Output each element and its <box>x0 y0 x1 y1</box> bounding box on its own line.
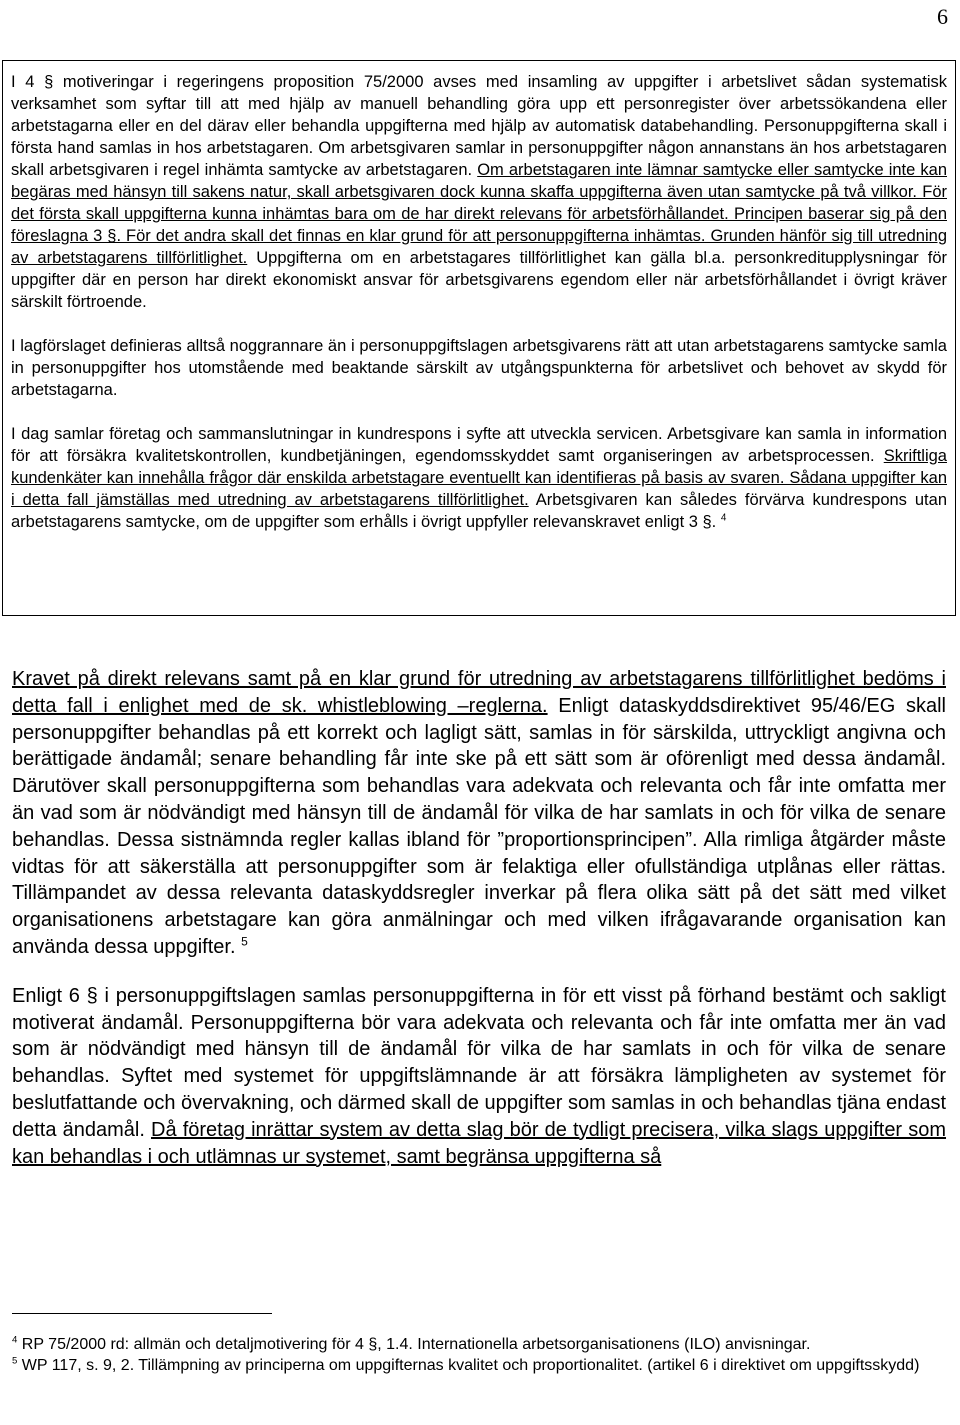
footnote-4-text: RP 75/2000 rd: allmän och detaljmotivering för 4 §, 1.4. Internationella arbetsorganisationens (ILO) anvisningar. <box>17 1336 811 1353</box>
box-paragraph-3 <box>11 423 947 533</box>
box-paragraph-2: I lagförslaget definieras alltså noggrannare än i personuppgiftslagen arbetsgivarens rätt att utan arbetstagarens samtycke samla in personuppgifter hos utomstående med beaktande särskilt av utgångspunkterna för arbetslivet och behovet av skydd för arbetstagarna. <box>11 337 947 399</box>
main-p2-underlined: Då företag inrättar system av detta slag bör de tydligt precisera, vilka slags uppgifter som kan behandlas i och utlämnas ur systemet, samt begränsa uppgifterna så <box>12 1118 947 1168</box>
footnotes <box>12 1334 946 1376</box>
footnote-5-number: 5 <box>12 1355 18 1367</box>
box-p3-text-a: I dag samlar företag och sammanslutningar in kundrespons i syfte att utveckla servicen. Arbetsgivare kan samla in information för att försäkra kvalitetskontrollen, kundbetjäningen, egendomsskyddet samt organiseringen av arbetsprocessen. <box>11 425 947 465</box>
box-p1-text-b: Uppgifterna om en arbetstagares tillförlitlighet kan gälla bl.a. personkreditupplysningar för uppgifter där en person har direkt ekonomiskt ansvar för arbetsgivarens egendom eller när arbetsförhållandet i övrigt kräver särskilt förtroende. <box>11 249 947 311</box>
page-number: 6 <box>937 4 948 29</box>
box-p3-underlined: Skriftliga kundenkäter kan innehålla frågor där enskilda arbetstagare eventuellt kan identifieras på basis av svaren. Sådana uppgifter kan i detta fall jämställas med utredning av arbetstagarens tillförlitlighet. <box>11 447 947 509</box>
bordered-text-box <box>2 60 956 616</box>
box-paragraph-1 <box>11 71 947 313</box>
footnote-separator <box>12 1313 272 1314</box>
main-p1-underlined: Kravet på direkt relevans samt på en klar grund för utredning av arbetstagarens tillförlitlighet bedöms i detta fall i enlighet med de sk. whistleblowing –reglerna. <box>12 668 946 717</box>
footnote-ref-4: 4 <box>720 512 727 524</box>
footnote-5-text: WP 117, s. 9, 2. Tillämpning av principerna om uppgifternas kvalitet och proportionalitet. (artikel 6 i direktivet om uppgiftsskydd) <box>17 1357 920 1374</box>
footnote-4-number: 4 <box>12 1334 18 1346</box>
main-paragraph-2 <box>12 983 946 1171</box>
box-p3-text-b: Arbetsgivaren kan således förvärva kundrespons utan arbetstagarens samtycke, om de uppgifter som erhålls i övrigt uppfyller relevanskravet enligt 3 §. <box>11 491 947 531</box>
main-p1-text: Enligt dataskyddsdirektivet 95/46/EG skall personuppgifter behandlas på ett korrekt och lagligt sätt, samlas in för särskilda, uttryckligt angivna och berättigade ändamål; senare behandling får inte ske på ett sätt som är oförenligt med dessa ändamål. Därutöver skall personuppgifterna som behandlas vara adekvata och relevanta och får inte omfatta mer än vad som är nödvändigt med hänsyn till de ändamål för vilka de har samlats in och för vilka de senare behandlas. Dessa sistnämnda regler kallas ibland för ”proportionsprincipen”. Alla rimliga åtgärder måste vidtas för att säkerställa att personuppgifter som är felaktiga eller ofullständiga utplånas eller rättas. Tillämpandet av dessa relevanta dataskyddsregler inverkar på flera olika sätt på det sätt med vilket organisationens arbetstagare kan göra anmälningar och med vilken ifrågavarande organisation kan använda dessa uppgifter. <box>12 694 946 958</box>
box-p1-underlined: Om arbetstagaren inte lämnar samtycke eller samtycke inte kan begäras med hänsyn till sakens natur, skall arbetsgivaren dock kunna skaffa uppgifterna även utan samtycke på två villkor. För det första skall uppgifterna kunna inhämtas bara om de har direkt relevans för arbetsförhållandet. Principen baserar sig på den föreslagna 3 §. För det andra skall det finnas en klar grund för att personuppgifterna inhämtas. Grunden hänför sig till utredning av arbetstagarens tillförlitlighet. <box>11 161 947 267</box>
main-p2-text: Enligt 6 § i personuppgiftslagen samlas personuppgifterna in för ett visst på förhand bestämt och sakligt motiverat ändamål. Personuppgifterna bör vara adekvata och relevanta och får inte omfatta mer än vad som är nödvändigt med hänsyn till de ändamål för vilka de har samlats in och för vilka de senare behandlas. Syftet med systemet för uppgiftslämnande är att försäkra lämpligheten av systemet för beslutfattande och övervakning, och därmed skall de uppgifter som samlas in och behandlas tjäna endast detta ändamål. <box>12 984 946 1141</box>
footnote-ref-5: 5 <box>241 934 248 949</box>
footnote-4 <box>12 1334 946 1355</box>
main-body <box>12 666 946 1170</box>
footnote-5 <box>12 1355 946 1376</box>
main-paragraph-1 <box>12 666 946 961</box>
box-p1-text-a: I 4 § motiveringar i regeringens proposition 75/2000 avses med insamling av uppgifter i arbetslivet sådan systematisk verksamhet som syftar till att med hjälp av manuell behandling göra upp ett personregister över arbetssökandena eller arbetstagarna eller en del därav eller behandla uppgifterna med hjälp av automatisk databehandling. Personuppgifterna skall i första hand samlas in hos arbetstagaren. Om arbetsgivaren samlar in personuppgifter någon annanstans än hos arbetstagaren skall arbetsgivaren i regel inhämta samtycke av arbetstagaren. <box>11 73 947 179</box>
